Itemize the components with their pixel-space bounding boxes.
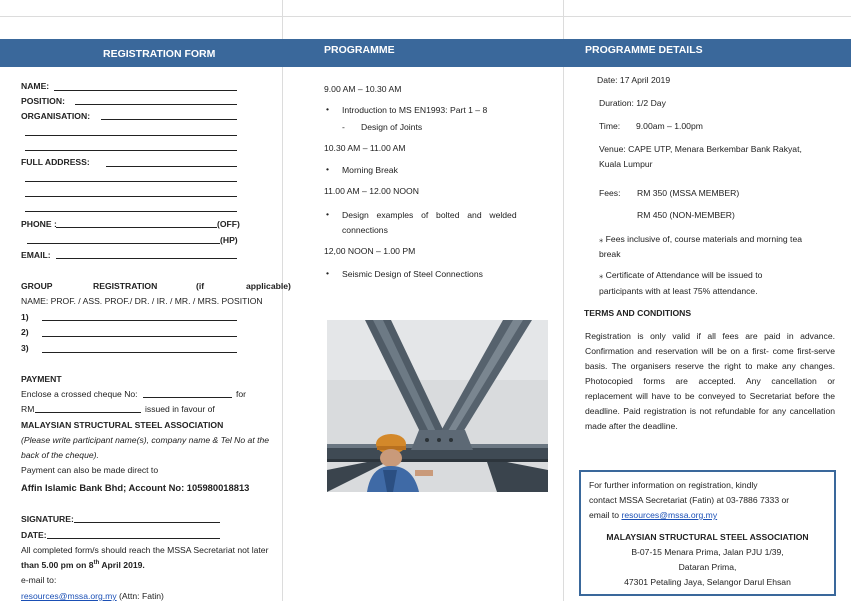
event-time-label: Time:: [599, 121, 621, 131]
payee-name: MALAYSIAN STRUCTURAL STEEL ASSOCIATION: [21, 420, 224, 430]
time-slot-1: 9.00 AM – 10.30 AM: [324, 84, 402, 94]
participant-2-field[interactable]: [42, 336, 237, 337]
contact-line-2: contact MSSA Secretariat (Fatin) at 03-7886 7333 or: [589, 495, 790, 505]
bullet-4: •: [326, 268, 330, 278]
email-label: EMAIL:: [21, 250, 51, 260]
time-slot-4: 12,00 NOON – 1.00 PM: [324, 246, 416, 256]
bullet-3: •: [326, 209, 330, 219]
organisation-label: ORGANISATION:: [21, 111, 91, 121]
group-label-3: (if: [196, 281, 205, 291]
group-label-4: applicable): [246, 281, 291, 291]
contact-email-link[interactable]: resources@mssa.org.my: [621, 510, 718, 520]
contact-address-1: B-07-15 Menara Prima, Jalan PJU 1/39,: [631, 547, 784, 557]
deadline-line-1: All completed form/s should reach the MSSA Secretariat not later: [21, 545, 269, 555]
cheque-for-label: for: [236, 389, 247, 399]
event-date: Date: 17 April 2019: [597, 75, 671, 85]
contact-line-3: [589, 510, 717, 520]
address-field-3[interactable]: [25, 196, 237, 197]
session-1: Introduction to MS EN1993: Part 1 – 8: [342, 105, 488, 115]
bank-account: Affin Islamic Bank Bhd; Account No: 105980018813: [21, 482, 250, 493]
fee-non-member: RM 450 (NON-MEMBER): [637, 210, 735, 220]
email-to-label: e-mail to:: [21, 575, 57, 585]
session-2: Morning Break: [342, 165, 398, 175]
address-field-2[interactable]: [25, 181, 237, 182]
cheque-number-field[interactable]: [143, 397, 232, 398]
address-field[interactable]: [106, 166, 237, 167]
participant-2-label: 2): [21, 327, 29, 337]
email-line: [21, 591, 164, 601]
fees-note-2: break: [599, 249, 621, 259]
session-4: Seismic Design of Steel Connections: [342, 269, 483, 279]
contact-box: [579, 470, 836, 596]
rm-label: RM: [21, 404, 35, 414]
payment-heading: PAYMENT: [21, 374, 62, 384]
signature-label: SIGNATURE:: [21, 514, 74, 524]
session-3-line-2: connections: [342, 225, 388, 235]
contact-address-2: Dataran Prima,: [678, 562, 737, 572]
address-label: FULL ADDRESS:: [21, 157, 90, 167]
certificate-note-1: ⁎ Certificate of Attendance will be issued to: [599, 270, 763, 280]
deadline-date-b: April 2019.: [99, 560, 145, 570]
terms-heading: TERMS AND CONDITIONS: [584, 308, 692, 318]
session-1-sub: Design of Joints: [361, 122, 423, 132]
fee-member: RM 350 (MSSA MEMBER): [637, 188, 740, 198]
fees-label: Fees:: [599, 188, 621, 198]
cheque-label: Enclose a crossed cheque No:: [21, 389, 138, 399]
fees-note-1: ⁎ Fees inclusive of, course materials and morning tea: [599, 234, 803, 244]
group-label-2: REGISTRATION: [93, 281, 158, 291]
bullet-2: •: [326, 164, 330, 174]
participant-3-label: 3): [21, 343, 29, 353]
programme-heading: PROGRAMME: [324, 44, 395, 56]
event-time: 9.00am – 1.00pm: [636, 121, 703, 131]
phone-office-tag: (OFF): [217, 219, 240, 229]
phone-office-field[interactable]: [56, 227, 217, 228]
date-field[interactable]: [47, 538, 220, 539]
organisation-field[interactable]: [101, 119, 237, 120]
phone-hp-field[interactable]: [27, 243, 220, 244]
event-duration: Duration: 1/2 Day: [599, 98, 666, 108]
phone-hp-tag: (HP): [220, 235, 238, 245]
certificate-note-2: participants with at least 75% attendance.: [599, 286, 758, 296]
cheque-note-2: back of the cheque).: [21, 450, 99, 460]
name-field[interactable]: [54, 90, 237, 91]
session-1-sub-dash: -: [342, 122, 345, 132]
email-field[interactable]: [56, 258, 237, 259]
registration-form-heading: REGISTRATION FORM: [103, 48, 216, 60]
group-label-1: GROUP: [21, 281, 53, 291]
email-link[interactable]: resources@mssa.org.my: [21, 591, 117, 601]
steel-worker-photo: [327, 320, 548, 492]
organisation-field-3[interactable]: [25, 150, 237, 151]
deadline-date-sup: th: [93, 560, 100, 567]
address-field-4[interactable]: [25, 211, 237, 212]
contact-organisation: MALAYSIAN STRUCTURAL STEEL ASSOCIATION: [606, 532, 809, 542]
event-venue-2: Kuala Lumpur: [599, 159, 653, 169]
session-3-line-1: Design examples of bolted and welded: [342, 210, 517, 220]
favour-label: issued in favour of: [145, 404, 215, 414]
guide-col-2: [563, 0, 564, 601]
participant-1-field[interactable]: [42, 320, 237, 321]
phone-label: PHONE :: [21, 219, 57, 229]
position-label: POSITION:: [21, 96, 65, 106]
rm-amount-field[interactable]: [35, 412, 141, 413]
participant-1-label: 1): [21, 312, 29, 322]
time-slot-3: 11.00 AM – 12.00 NOON: [324, 186, 419, 196]
bullet-1: •: [326, 104, 330, 114]
contact-email-prefix: email to: [589, 510, 622, 520]
deadline-line-2: [21, 560, 145, 570]
deadline-date-a: than 5.00 pm on 8: [21, 560, 94, 570]
direct-payment-text: Payment can also be made direct to: [21, 465, 159, 475]
cheque-note-1: (Please write participant name(s), company name & Tel No at the: [21, 435, 270, 445]
terms-text: Registration is only valid if all fees are paid in advance. Confirmation and reservation will be on a first- come first-serve basis. The organisers reserve the right to make any changes. Photocopied forms are accepted. Any cancellation or replacement will have to be conveyed to Secretariat before the deadline. Paid registration is not refundable for any cancellation made after the deadline.: [585, 331, 835, 431]
date-label: DATE:: [21, 530, 47, 540]
participant-3-field[interactable]: [42, 352, 237, 353]
position-field[interactable]: [75, 104, 237, 105]
contact-address-3: 47301 Petaling Jaya, Selangor Darul Ehsan: [624, 577, 791, 587]
group-titles: NAME: PROF. / ASS. PROF./ DR. / IR. / MR. / MRS. POSITION: [21, 296, 263, 306]
guide-col-1: [282, 0, 283, 601]
signature-field[interactable]: [74, 522, 220, 523]
time-slot-2: 10.30 AM – 11.00 AM: [324, 143, 406, 153]
contact-line-1: For further information on registration, kindly: [589, 480, 758, 490]
email-attn: (Attn: Fatin): [116, 591, 164, 601]
guide-top: [0, 16, 851, 17]
name-label: NAME:: [21, 81, 50, 91]
organisation-field-2[interactable]: [25, 135, 237, 136]
event-venue-1: Venue: CAPE UTP, Menara Berkembar Bank Rakyat,: [599, 144, 802, 154]
programme-details-heading: PROGRAMME DETAILS: [585, 44, 703, 56]
